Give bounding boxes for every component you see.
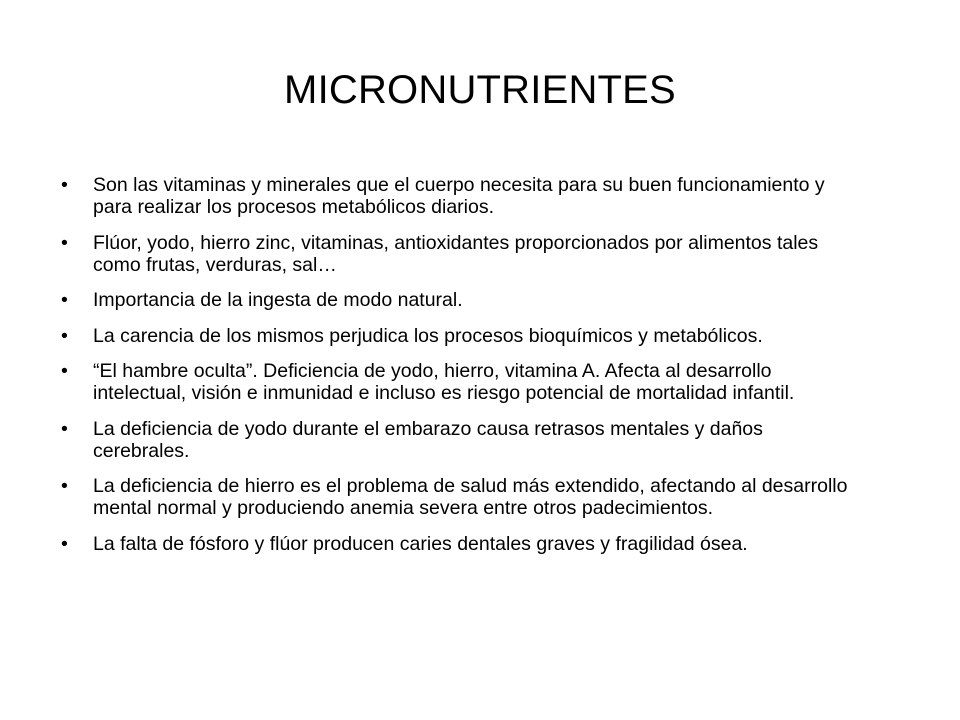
bullet-item [61, 418, 861, 462]
bullet-item [61, 325, 861, 347]
bullet-icon: • [61, 475, 68, 497]
bullet-icon: • [61, 360, 68, 382]
bullet-text: “El hambre oculta”. Deficiencia de yodo, hierro, vitamina A. Afecta al desarrollo intelectual, visión e inmunidad e incluso es riesgo potencial de mortalidad infantil. [93, 360, 795, 404]
bullet-text: La deficiencia de hierro es el problema de salud más extendido, afectando al desarrollo mental normal y produciendo anemia severa entre otros padecimientos. [93, 475, 848, 519]
bullet-icon: • [61, 417, 68, 440]
bullet-item [61, 232, 861, 276]
bullet-icon: • [61, 289, 68, 311]
bullet-text: La deficiencia de yodo durante el embarazo causa retrasos mentales y daños cerebrales. [93, 417, 763, 462]
bullet-icon: • [61, 231, 68, 254]
bullet-text: Son las vitaminas y minerales que el cuerpo necesita para su buen funcionamiento y para realizar los procesos metabólicos diarios. [93, 174, 825, 218]
bullet-icon: • [61, 174, 68, 196]
bullet-item [61, 360, 861, 404]
bullet-text: La falta de fósforo y flúor producen caries dentales graves y fragilidad ósea. [93, 532, 748, 555]
bullet-item [61, 475, 861, 519]
bullet-text: Flúor, yodo, hierro zinc, vitaminas, antioxidantes proporcionados por alimentos tales como frutas, verduras, sal… [93, 231, 819, 276]
bullet-text: Importancia de la ingesta de modo natural. [93, 289, 463, 311]
bullet-item [61, 533, 861, 555]
bullet-list [61, 174, 861, 568]
bullet-icon: • [61, 324, 68, 347]
bullet-icon: • [61, 532, 68, 555]
bullet-text: La carencia de los mismos perjudica los procesos bioquímicos y metabólicos. [93, 324, 763, 347]
bullet-item [61, 289, 861, 311]
slide-title: MICRONUTRIENTES [284, 68, 676, 112]
bullet-item [61, 174, 861, 218]
